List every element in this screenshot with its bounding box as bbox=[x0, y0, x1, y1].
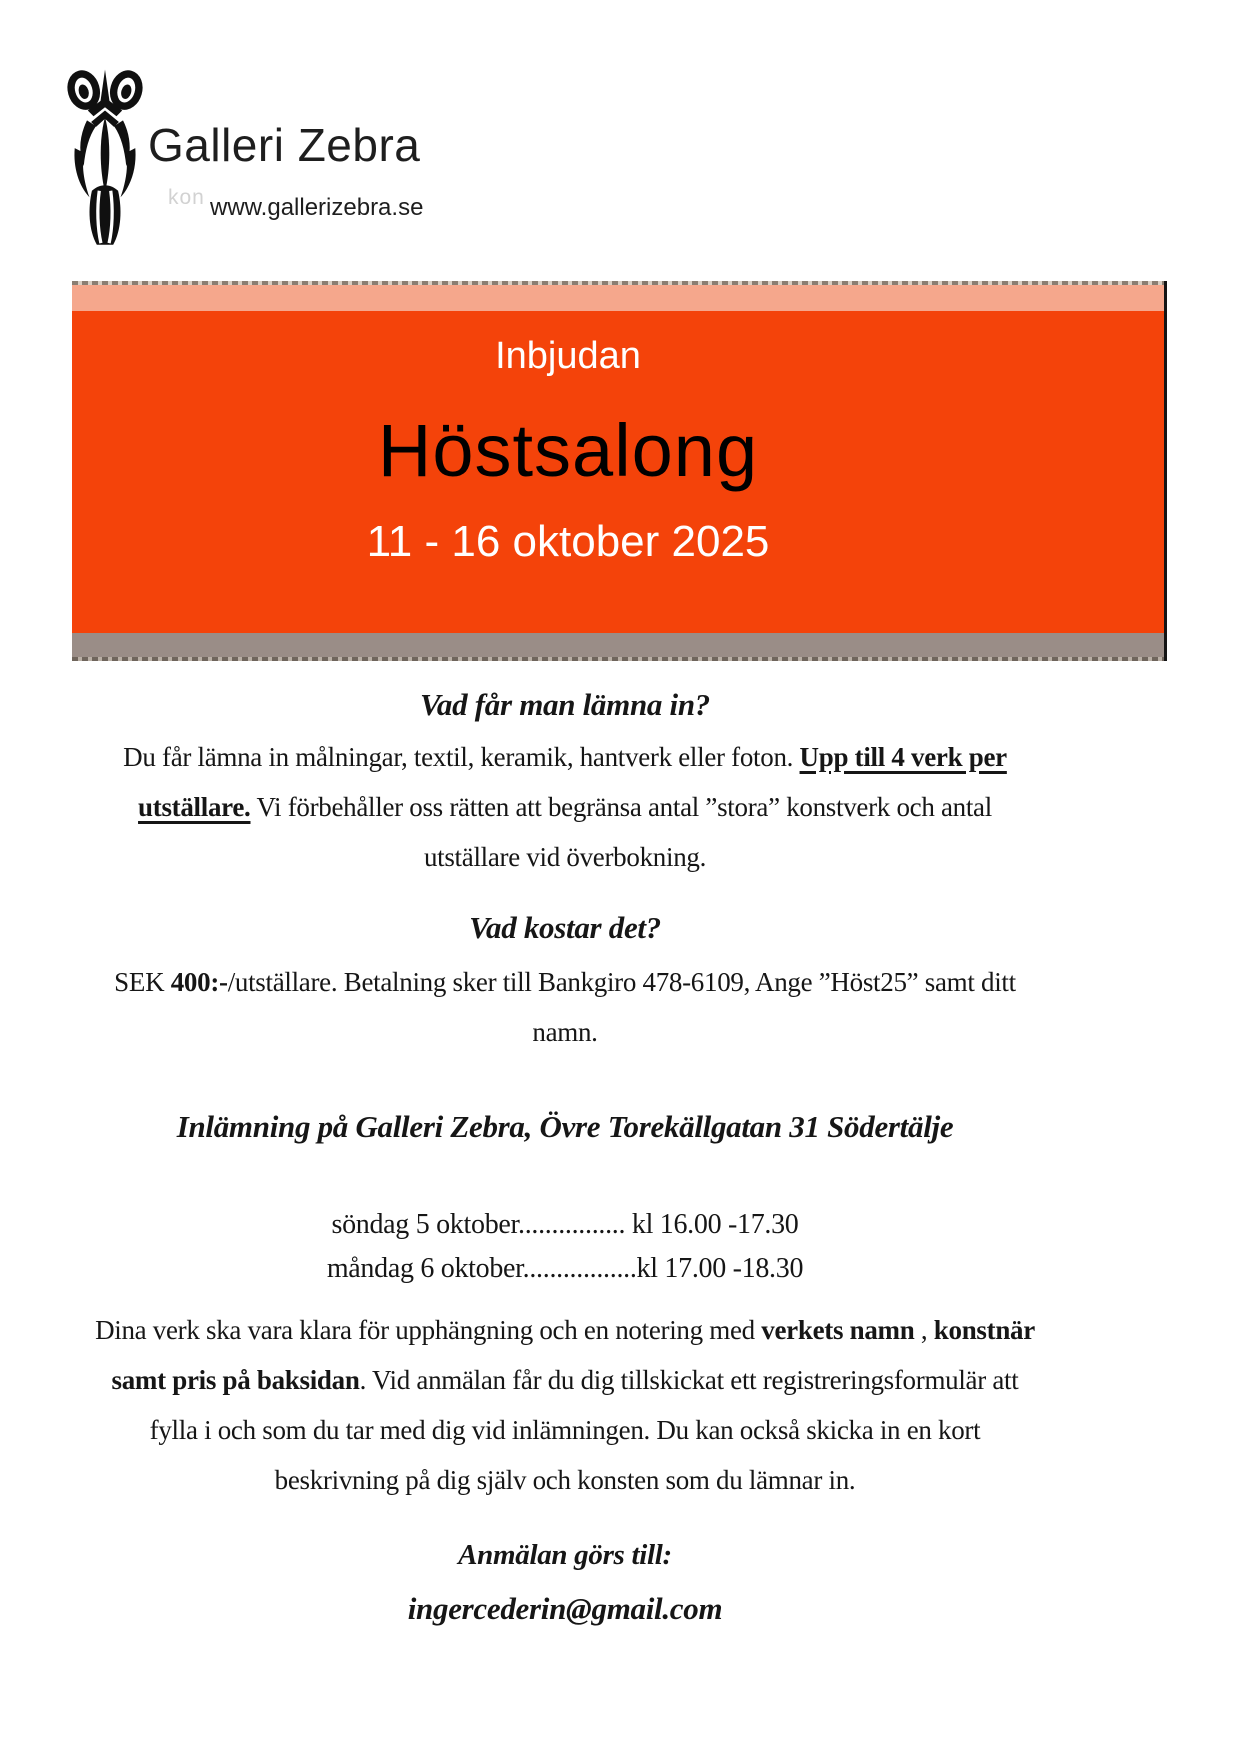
banner-orange-panel bbox=[72, 311, 1164, 633]
submit-paragraph bbox=[95, 733, 1035, 883]
cost-paragraph bbox=[95, 958, 1035, 1058]
invitation-banner bbox=[72, 281, 1167, 661]
banner-kicker: Inbjudan bbox=[495, 335, 641, 377]
section-heading-dropoff: Inlämning på Galleri Zebra, Övre Torekällgatan 31 Södertälje bbox=[176, 1109, 954, 1145]
section-heading-submit: Vad får man lämna in? bbox=[419, 687, 710, 722]
contact-heading: Anmälan görs till: bbox=[458, 1538, 672, 1571]
info-text-comma: , bbox=[914, 1315, 934, 1346]
schedule-row-sunday: söndag 5 oktober................ kl 16.00 -17.30 bbox=[331, 1209, 799, 1241]
flyer-body bbox=[95, 686, 1035, 1627]
cost-amount: 400:- bbox=[170, 967, 228, 998]
info-text: Dina verk ska vara klara för upphängning och en notering med bbox=[95, 1315, 762, 1346]
submit-text-bold-underline: Upp till 4 verk per utställare. bbox=[138, 742, 1007, 823]
cost-text-rest: /utställare. Betalning sker till Bankgiro 478-6109, Ange ”Höst25” samt ditt namn. bbox=[227, 967, 1016, 1048]
info-text-rest: . Vid anmälan får du dig tillskickat ett registreringsformulär att fylla i och som du tar med dig vid inlämningen. Du kan också skicka in en kort beskrivning på dig själv och konsten som du lämnar in. bbox=[149, 1364, 1019, 1495]
submit-text-rest: Vi förbehåller oss rätten att begränsa antal ”stora” konstverk och antal utställare vid överbokning. bbox=[250, 792, 992, 873]
banner-grey-strip bbox=[72, 633, 1164, 657]
schedule-row-monday: måndag 6 oktober.................kl 17.00 -18.30 bbox=[326, 1252, 804, 1284]
info-bold-artwork-name: verkets namn bbox=[761, 1315, 915, 1346]
section-heading-cost: Vad kostar det? bbox=[469, 910, 661, 945]
brand-url: www.gallerizebra.se bbox=[210, 194, 424, 221]
logo-header bbox=[62, 64, 662, 254]
info-bold-artist-price: konstnär samt pris på baksidan bbox=[111, 1315, 1035, 1395]
banner-salmon-strip bbox=[72, 285, 1164, 311]
cost-text: SEK bbox=[114, 967, 171, 998]
dropoff-info-paragraph bbox=[95, 1306, 1035, 1506]
brand-tagline-faint: kon bbox=[168, 186, 205, 209]
banner-dates: 11 - 16 oktober 2025 bbox=[366, 517, 770, 566]
contact-email: ingercederin@gmail.com bbox=[407, 1590, 723, 1626]
banner-title: Höstsalong bbox=[377, 409, 759, 492]
banner-bottom-rule bbox=[72, 657, 1164, 661]
submit-text: Du får lämna in målningar, textil, keramik, hantverk eller foton. bbox=[123, 742, 800, 773]
brand-name: Galleri Zebra bbox=[148, 119, 421, 171]
zebra-head-icon bbox=[64, 68, 146, 248]
dropoff-schedule bbox=[95, 1203, 1035, 1290]
